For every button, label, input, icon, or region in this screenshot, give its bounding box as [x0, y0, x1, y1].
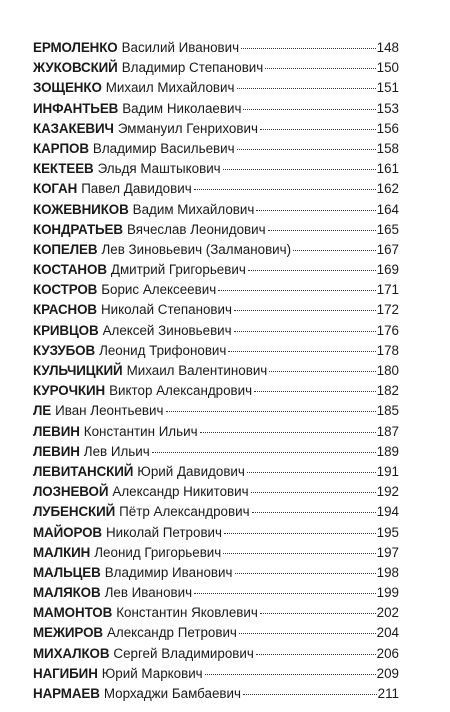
- entry-given-name: Александр Петрович: [106, 625, 237, 641]
- toc-entry[interactable]: [33, 220, 399, 240]
- entry-surname: ЛЕВИТАНСКИЙ: [33, 463, 134, 479]
- entry-page-number: 182: [376, 383, 399, 399]
- entry-surname: КОСТАНОВ: [33, 262, 107, 278]
- entry-surname: МАЛЯКОВ: [33, 585, 101, 601]
- entry-given-name: Николай Степанович: [101, 302, 232, 318]
- entry-page-number: 162: [376, 181, 399, 197]
- toc-entry[interactable]: [33, 240, 399, 260]
- dot-leader: [268, 230, 376, 231]
- entry-surname: КУЗУБОВ: [33, 342, 96, 358]
- dot-leader: [243, 109, 375, 110]
- dot-leader: [254, 391, 376, 392]
- entry-surname: КУЛЬЧИЦКИЙ: [33, 363, 123, 378]
- dot-leader: [241, 48, 376, 49]
- dot-leader: [256, 210, 375, 211]
- entry-given-name: Вячеслав Леонидович: [126, 221, 266, 237]
- entry-surname: КАРПОВ: [33, 140, 89, 156]
- entry-surname: КРАСНОВ: [33, 302, 97, 318]
- entry-given-name: Алексей Зиновьевич: [102, 322, 232, 338]
- entry-given-name: Пётр Александрович: [119, 504, 250, 520]
- entry-given-name: Юрий Давидович: [137, 463, 245, 479]
- entry-page-number: 167: [376, 241, 399, 257]
- toc-entry[interactable]: [33, 159, 399, 179]
- dot-leader: [252, 512, 376, 513]
- entry-page-number: 172: [376, 302, 399, 318]
- entry-given-name: Василий Иванович: [121, 40, 240, 55]
- entry-given-name: Константин Яковлевич: [116, 605, 258, 621]
- entry-surname: МЕЖИРОВ: [33, 625, 103, 641]
- entry-given-name: Юрий Маркович: [101, 665, 203, 681]
- entry-page-number: 189: [376, 443, 399, 459]
- entry-given-name: Вадим Николаевич: [122, 100, 242, 116]
- entry-given-name: Иван Леонтьевич: [55, 403, 164, 419]
- entry-given-name: Владимир Степанович: [121, 60, 264, 76]
- entry-given-name: Михаил Михайлович: [105, 80, 235, 96]
- toc-entry[interactable]: [33, 321, 399, 341]
- toc-entry[interactable]: [33, 603, 399, 623]
- entry-given-name: Владимир Иванович: [104, 564, 233, 580]
- entry-given-name: Эммануил Генрихович: [117, 120, 258, 136]
- toc-entry[interactable]: [33, 361, 399, 381]
- entry-given-name: Михаил Валентинович: [126, 363, 268, 378]
- dot-leader: [239, 633, 376, 634]
- dot-leader: [248, 270, 376, 271]
- toc-entry[interactable]: [33, 179, 399, 199]
- toc-entry[interactable]: [33, 401, 399, 421]
- dot-leader: [194, 189, 376, 190]
- entry-page-number: 148: [376, 40, 399, 55]
- entry-surname: ЛЕВИН: [33, 423, 80, 439]
- entry-page-number: 161: [376, 161, 399, 177]
- entry-given-name: Морхаджи Бамбаевич: [103, 686, 241, 701]
- entry-page-number: 180: [376, 363, 399, 378]
- toc-entry[interactable]: [33, 381, 399, 401]
- toc-entry[interactable]: [33, 260, 399, 280]
- entry-surname: МАЙОРОВ: [33, 524, 103, 540]
- entry-surname: ЕРМОЛЕНКО: [33, 40, 118, 55]
- toc-entry[interactable]: [33, 280, 399, 300]
- dot-leader: [243, 694, 377, 695]
- dot-leader: [152, 452, 376, 453]
- dot-leader: [223, 553, 375, 554]
- dot-leader: [235, 573, 376, 574]
- dot-leader: [260, 129, 376, 130]
- toc-entry[interactable]: [33, 58, 399, 78]
- toc-entry[interactable]: [33, 38, 399, 58]
- entry-page-number: 151: [376, 80, 399, 96]
- entry-surname: ИНФАНТЬЕВ: [33, 100, 119, 116]
- entry-given-name: Сергей Владимирович: [113, 645, 254, 661]
- entry-page-number: 176: [376, 322, 399, 338]
- entry-page-number: 211: [377, 686, 399, 701]
- entry-page-number: 178: [376, 342, 399, 358]
- dot-leader: [265, 68, 375, 69]
- entry-page-number: 187: [376, 423, 399, 439]
- entry-given-name: Дмитрий Григорьевич: [110, 262, 246, 278]
- dot-leader: [269, 371, 375, 372]
- toc-entry[interactable]: [33, 502, 399, 522]
- dot-leader: [256, 654, 376, 655]
- entry-surname: КОПЕЛЕВ: [33, 241, 98, 257]
- entry-page-number: 165: [376, 221, 399, 237]
- entry-surname: КОЖЕВНИКОВ: [33, 201, 129, 217]
- entry-page-number: 185: [376, 403, 399, 419]
- dot-leader: [205, 674, 376, 675]
- entry-page-number: 192: [376, 484, 399, 500]
- dot-leader: [260, 613, 376, 614]
- entry-given-name: Лев Иванович: [104, 585, 193, 601]
- toc-entry[interactable]: [33, 200, 399, 220]
- entry-surname: МАЛЬЦЕВ: [33, 564, 101, 580]
- entry-given-name: Александр Никитович: [112, 484, 249, 500]
- toc-entry[interactable]: [33, 78, 399, 98]
- toc-entry[interactable]: [33, 543, 399, 563]
- entry-given-name: Лев Зиновьевич (Залманович): [101, 241, 292, 257]
- entry-surname: ЖУКОВСКИЙ: [33, 60, 118, 76]
- entry-page-number: 202: [376, 605, 399, 621]
- entry-surname: ЛОЗНЕВОЙ: [33, 484, 109, 500]
- entry-given-name: Леонид Григорьевич: [94, 544, 222, 560]
- toc-entry[interactable]: [33, 684, 399, 704]
- toc-entry[interactable]: [33, 139, 399, 159]
- entry-given-name: Николай Петрович: [106, 524, 223, 540]
- table-of-contents: [33, 38, 399, 704]
- toc-entry[interactable]: [33, 462, 399, 482]
- dot-leader: [223, 169, 376, 170]
- toc-entry[interactable]: [33, 563, 399, 583]
- entry-surname: ЛЕ: [33, 403, 52, 419]
- entry-page-number: 156: [376, 120, 399, 136]
- toc-entry[interactable]: [33, 442, 399, 462]
- entry-page-number: 158: [376, 140, 399, 156]
- toc-entry[interactable]: [33, 583, 399, 603]
- dot-leader: [218, 290, 375, 291]
- entry-page-number: 199: [376, 585, 399, 601]
- dot-leader: [247, 472, 376, 473]
- dot-leader: [251, 492, 376, 493]
- entry-page-number: 197: [376, 544, 399, 560]
- entry-given-name: Константин Ильич: [83, 423, 198, 439]
- toc-entry[interactable]: [33, 300, 399, 320]
- toc-entry[interactable]: [33, 623, 399, 643]
- entry-page-number: 191: [376, 463, 399, 479]
- toc-entry[interactable]: [33, 341, 399, 361]
- entry-given-name: Вадим Михайлович: [132, 201, 255, 217]
- entry-surname: КРИВЦОВ: [33, 322, 99, 338]
- entry-page-number: 150: [376, 60, 399, 76]
- entry-given-name: Лев Ильич: [83, 443, 150, 459]
- entry-page-number: 195: [376, 524, 399, 540]
- entry-page-number: 153: [376, 100, 399, 116]
- entry-page-number: 206: [376, 645, 399, 661]
- toc-entry[interactable]: [33, 422, 399, 442]
- entry-surname: КОГАН: [33, 181, 78, 197]
- entry-surname: МАЛКИН: [33, 544, 91, 560]
- toc-entry[interactable]: [33, 99, 399, 119]
- entry-page-number: 198: [376, 564, 399, 580]
- entry-surname: МАМОНТОВ: [33, 605, 113, 621]
- entry-page-number: 204: [376, 625, 399, 641]
- entry-surname: ЛЕВИН: [33, 443, 80, 459]
- dot-leader: [293, 250, 376, 251]
- entry-page-number: 171: [376, 282, 399, 298]
- dot-leader: [166, 411, 376, 412]
- entry-surname: КУРОЧКИН: [33, 383, 106, 399]
- dot-leader: [234, 331, 376, 332]
- dot-leader: [237, 88, 376, 89]
- toc-entry[interactable]: [33, 523, 399, 543]
- entry-surname: ЗОЩЕНКО: [33, 80, 102, 96]
- entry-page-number: 169: [376, 262, 399, 278]
- entry-page-number: 164: [376, 201, 399, 217]
- dot-leader: [234, 310, 376, 311]
- entry-given-name: Владимир Васильевич: [92, 140, 235, 156]
- entry-surname: КОНДРАТЬЕВ: [33, 221, 123, 237]
- entry-surname: МИХАЛКОВ: [33, 645, 110, 661]
- entry-given-name: Виктор Александрович: [109, 383, 253, 399]
- dot-leader: [224, 533, 376, 534]
- toc-entry[interactable]: [33, 644, 399, 664]
- dot-leader: [194, 593, 376, 594]
- dot-leader: [228, 351, 375, 352]
- toc-entry[interactable]: [33, 482, 399, 502]
- entry-given-name: Леонид Трифонович: [99, 342, 227, 358]
- entry-surname: НАРМАЕВ: [33, 686, 100, 701]
- entry-surname: КОСТРОВ: [33, 282, 98, 298]
- toc-entry[interactable]: [33, 119, 399, 139]
- dot-leader: [237, 149, 376, 150]
- entry-page-number: 209: [376, 665, 399, 681]
- entry-surname: КЕКТЕЕВ: [33, 161, 94, 177]
- entry-given-name: Эльдя Маштыкович: [97, 161, 221, 177]
- dot-leader: [200, 432, 376, 433]
- entry-surname: ЛУБЕНСКИЙ: [33, 504, 116, 520]
- entry-given-name: Павел Давидович: [81, 181, 192, 197]
- entry-surname: НАГИБИН: [33, 665, 98, 681]
- entry-given-name: Борис Алексеевич: [101, 282, 217, 298]
- entry-surname: КАЗАКЕВИЧ: [33, 120, 114, 136]
- toc-entry[interactable]: [33, 664, 399, 684]
- entry-page-number: 194: [376, 504, 399, 520]
